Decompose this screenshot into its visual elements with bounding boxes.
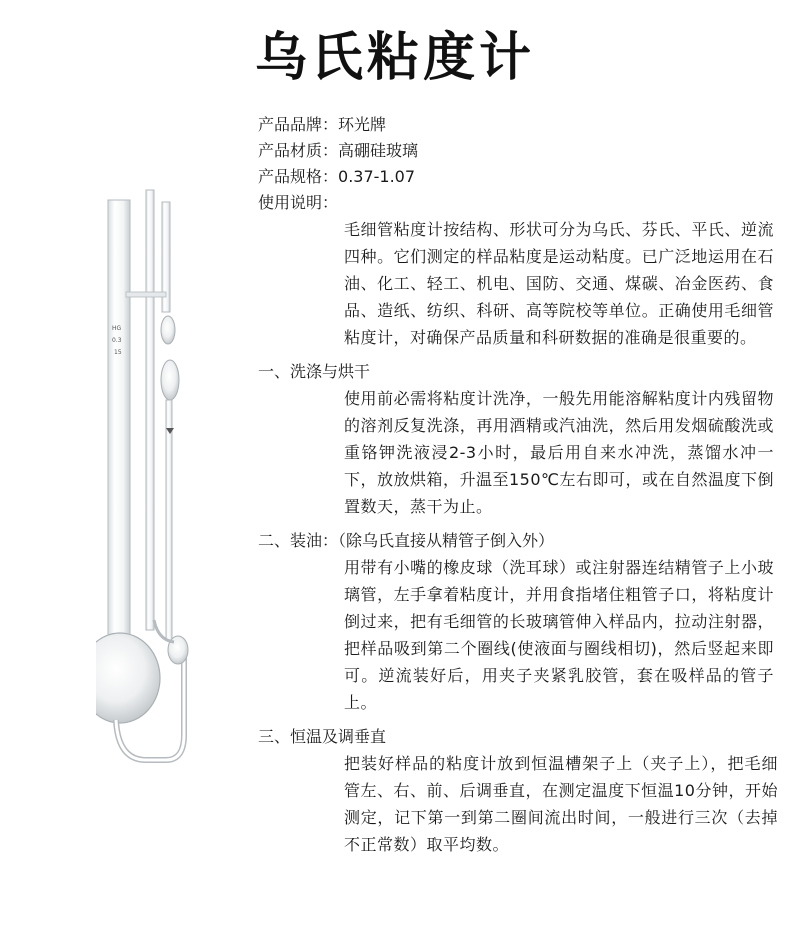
section-text-temperature: 把装好样品的粘度计放到恒温槽架子上（夹子上），把毛细管左、右、前、后调垂直，在测定温度下恒温10分钟，开始测定，记下第一到第二圈间流出时间，一般进行三次（去掉不正常数）取平均数。 — [344, 754, 778, 854]
lower-bulb — [161, 360, 179, 400]
usage-text: 毛细管粘度计按结构、形状可分为乌氏、芬氏、平氏、逆流四种。它们测定的样品粘度是运动粘度。已广泛地运用在石油、化工、轻工、机电、国防、交通、煤碳、冶金医药、食品、造纸、纺织、科研、高等院校等单位。正确使用毛细管粘度计，对确保产品质量和科研数据的准确是很重要的。 — [344, 220, 774, 347]
product-description — [258, 112, 778, 858]
section-heading-loading: 二、装油：（除乌氏直接从精管子倒入外） — [258, 531, 555, 550]
spec-material — [258, 138, 778, 164]
spec-size-value: 0.37-1.07 — [338, 167, 416, 186]
section-heading-cleaning: 一、洗涤与烘干 — [258, 362, 371, 381]
wide-tube — [108, 200, 130, 640]
spec-brand — [258, 112, 778, 138]
usage-label: 使用说明： — [258, 193, 339, 212]
viscometer-illustration — [96, 180, 216, 780]
spec-material-value: 高硼硅玻璃 — [338, 141, 419, 160]
marking-number: 15 — [114, 349, 122, 356]
section-heading-temperature: 三、恒温及调垂直 — [258, 727, 387, 746]
upper-bulb — [161, 316, 175, 344]
connector — [126, 292, 166, 297]
spec-brand-value: 环光牌 — [338, 115, 387, 134]
section-text-cleaning: 使用前必需将粘度计洗净，一般先用能溶解粘度计内残留物的溶剂反复洗涤，再用酒精或汽油洗，然后用发烟硫酸洗或重铬钾洗液浸2-3小时，最后用自来水冲洗，蒸馏水冲一下，放放烘箱，升温至150℃左右即可，或在自然温度下倒置数天，蒸干为止。 — [344, 389, 775, 516]
reservoir-bulb — [96, 633, 160, 723]
spec-material-label: 产品材质： — [258, 141, 339, 160]
capillary-tube — [146, 190, 154, 630]
page-title: 乌氏粘度计 — [254, 28, 535, 88]
marking-brand: HG — [112, 325, 122, 332]
spec-brand-label: 产品品牌： — [258, 115, 339, 134]
marking-size: 0.3 — [112, 337, 122, 344]
spec-size — [258, 164, 778, 190]
spec-size-label: 产品规格： — [258, 167, 339, 186]
section-text-loading: 用带有小嘴的橡皮球（洗耳球）或注射器连结精管子上小玻璃管，左手拿着粘度计，并用食指堵住粗管子口，将粘度计倒过来，把有毛细管的长玻璃管伸入样品内，拉动注射器，把样品吸到第二个圈线(使液面与圈线相切)，然后竖起来即可。逆流装好后，用夹子夹紧乳胶管，套在吸样品的管子上。 — [344, 558, 774, 712]
